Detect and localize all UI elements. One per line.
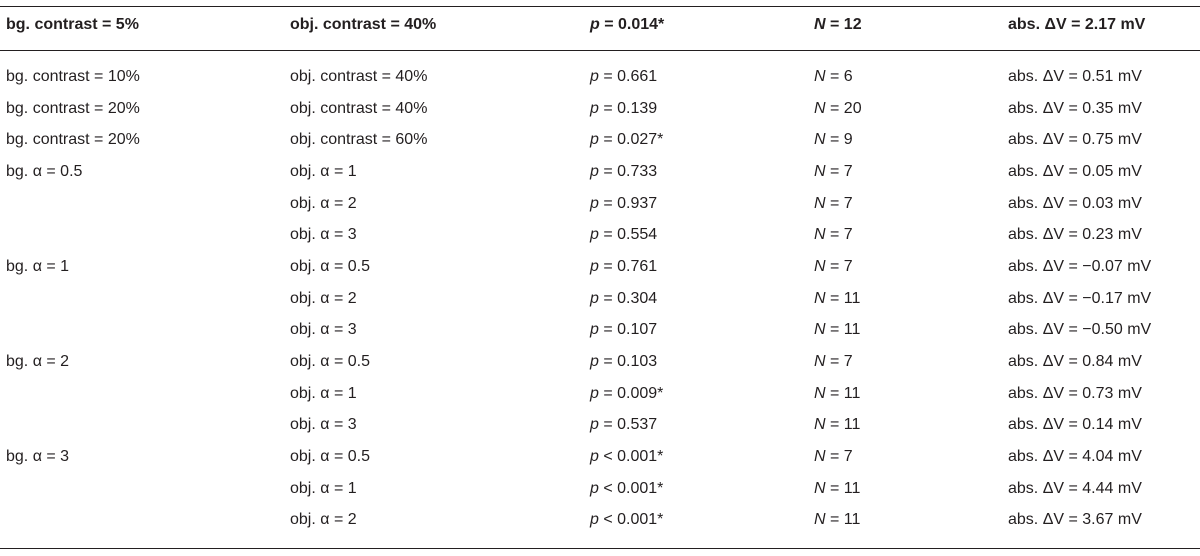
obj-condition-cell: obj. α = 3 [290,321,357,339]
p-value: = 0.103 [598,353,658,371]
table-row [0,283,1200,315]
n-cell [814,410,1008,442]
bg-condition-cell: bg. contrast = 20% [6,131,140,149]
p-value-cell [590,346,814,378]
table-row [0,61,1200,93]
delta-v-cell: abs. ΔV = 3.67 mV [1008,511,1142,529]
obj-condition-cell: obj. α = 1 [290,384,357,402]
n-value: = 20 [825,99,862,117]
p-value: = 0.554 [598,226,658,244]
n-symbol: N [814,321,826,339]
delta-v-cell: abs. ΔV = 0.23 mV [1008,226,1142,244]
p-value-cell [590,441,814,473]
p-value: < 0.001* [598,448,664,466]
table-row [0,505,1200,537]
delta-v-cell: abs. ΔV = −0.50 mV [1008,321,1152,339]
header-dv-cell: abs. ΔV = 2.17 mV [1008,16,1146,33]
table-row [0,473,1200,505]
table-header-row [0,0,1200,50]
p-value-cell [590,93,814,125]
n-value: = 6 [825,67,853,85]
p-value: < 0.001* [598,511,664,529]
p-symbol: p [590,131,599,149]
delta-v-cell: abs. ΔV = 0.73 mV [1008,384,1142,402]
n-cell [814,283,1008,315]
delta-v-cell: abs. ΔV = 4.44 mV [1008,479,1142,497]
header-p-cell [590,0,814,50]
p-value-cell [590,378,814,410]
p-value: = 0.027* [598,131,664,149]
p-value: < 0.001* [598,479,664,497]
table-bottom-rule [0,548,1200,549]
table-row [0,315,1200,347]
obj-condition-cell: obj. α = 2 [290,511,357,529]
p-value: = 0.537 [598,416,658,434]
bg-condition-cell [0,473,290,505]
n-value: = 7 [825,257,853,275]
delta-v-cell: abs. ΔV = 0.05 mV [1008,162,1142,180]
n-symbol: N [814,67,826,85]
bg-condition-cell [0,410,290,442]
obj-condition-cell: obj. α = 1 [290,162,357,180]
n-value: = 7 [825,194,853,212]
table-row [0,378,1200,410]
p-value: = 0.761 [598,257,658,275]
p-value-cell [590,188,814,220]
p-symbol: p [590,226,599,244]
obj-condition-cell: obj. α = 2 [290,289,357,307]
n-cell [814,473,1008,505]
p-value: = 0.009* [598,384,664,402]
n-value: = 7 [825,448,853,466]
obj-condition-cell: obj. α = 3 [290,416,357,434]
p-symbol: p [590,448,599,466]
table-spacer-row [0,50,1200,61]
header-n-cell [814,0,1008,50]
bg-condition-cell [0,378,290,410]
n-cell [814,441,1008,473]
n-symbol: N [814,131,826,149]
p-symbol: p [590,321,599,339]
n-symbol: N [814,162,826,180]
table-row [0,346,1200,378]
delta-v-cell: abs. ΔV = 0.14 mV [1008,416,1142,434]
p-value: = 0.733 [598,162,658,180]
bg-condition-cell: bg. α = 0.5 [6,162,83,180]
delta-v-cell: abs. ΔV = 0.03 mV [1008,194,1142,212]
obj-condition-cell: obj. α = 3 [290,226,357,244]
p-symbol: p [590,194,599,212]
obj-condition-cell: obj. α = 0.5 [290,257,370,275]
delta-v-cell: abs. ΔV = 0.75 mV [1008,131,1142,149]
n-value: = 11 [825,416,861,434]
n-cell [814,346,1008,378]
n-symbol: N [814,384,826,402]
n-value: = 11 [825,289,861,307]
n-symbol: N [814,257,826,275]
header-n-value: = 12 [825,16,862,33]
obj-condition-cell: obj. contrast = 60% [290,131,428,149]
n-symbol: N [814,353,826,371]
delta-v-cell: abs. ΔV = 4.04 mV [1008,448,1142,466]
obj-condition-cell: obj. α = 0.5 [290,448,370,466]
n-cell [814,188,1008,220]
n-symbol: N [814,511,826,529]
n-cell [814,219,1008,251]
n-symbol: N [814,289,826,307]
p-value-cell [590,156,814,188]
delta-v-cell: abs. ΔV = −0.17 mV [1008,289,1152,307]
n-cell [814,505,1008,537]
p-value: = 0.139 [598,99,658,117]
p-value: = 0.107 [598,321,658,339]
n-symbol: N [814,194,826,212]
table-row [0,410,1200,442]
p-symbol: p [590,353,599,371]
n-cell [814,124,1008,156]
bg-condition-cell [0,283,290,315]
n-symbol: N [814,479,826,497]
p-value-cell [590,315,814,347]
p-value-cell [590,283,814,315]
n-cell [814,93,1008,125]
bg-condition-cell: bg. contrast = 20% [6,99,140,117]
header-p-symbol: p [590,16,600,33]
n-cell [814,315,1008,347]
obj-condition-cell: obj. contrast = 40% [290,67,428,85]
p-value-cell [590,219,814,251]
table-row [0,124,1200,156]
p-symbol: p [590,257,599,275]
table-row [0,219,1200,251]
p-value: = 0.304 [598,289,658,307]
n-value: = 7 [825,353,853,371]
bg-condition-cell: bg. α = 1 [6,257,70,275]
n-symbol: N [814,416,826,434]
n-value: = 11 [825,511,861,529]
delta-v-cell: abs. ΔV = 0.35 mV [1008,99,1142,117]
header-n-symbol: N [814,16,826,33]
bg-condition-cell [0,505,290,537]
n-value: = 7 [825,226,853,244]
n-cell [814,61,1008,93]
p-symbol: p [590,289,599,307]
n-value: = 11 [825,321,861,339]
n-cell [814,378,1008,410]
table-row [0,156,1200,188]
p-symbol: p [590,99,599,117]
n-cell [814,156,1008,188]
bg-condition-cell [0,219,290,251]
p-symbol: p [590,384,599,402]
p-symbol: p [590,67,599,85]
n-value: = 11 [825,384,861,402]
n-symbol: N [814,448,826,466]
n-symbol: N [814,226,826,244]
n-value: = 7 [825,162,853,180]
table-row [0,251,1200,283]
delta-v-cell: abs. ΔV = 0.51 mV [1008,67,1142,85]
delta-v-cell: abs. ΔV = −0.07 mV [1008,257,1152,275]
obj-condition-cell: obj. α = 0.5 [290,353,370,371]
bg-condition-cell: bg. contrast = 10% [6,67,140,85]
p-value-cell [590,505,814,537]
bg-condition-cell [0,188,290,220]
p-symbol: p [590,479,599,497]
n-value: = 11 [825,479,861,497]
p-value-cell [590,124,814,156]
p-value-cell [590,473,814,505]
table-row [0,188,1200,220]
header-obj-cell: obj. contrast = 40% [290,16,437,33]
delta-v-cell: abs. ΔV = 0.84 mV [1008,353,1142,371]
p-value: = 0.661 [598,67,658,85]
n-cell [814,251,1008,283]
p-value-cell [590,61,814,93]
bg-condition-cell: bg. α = 3 [6,448,70,466]
table-row [0,93,1200,125]
bg-condition-cell: bg. α = 2 [6,353,70,371]
table-row [0,441,1200,473]
p-symbol: p [590,416,599,434]
obj-condition-cell: obj. contrast = 40% [290,99,428,117]
header-p-value: = 0.014* [599,16,665,33]
n-symbol: N [814,99,826,117]
n-value: = 9 [825,131,853,149]
header-bg-cell: bg. contrast = 5% [6,16,139,33]
bg-condition-cell [0,315,290,347]
p-value: = 0.937 [598,194,658,212]
obj-condition-cell: obj. α = 2 [290,194,357,212]
p-symbol: p [590,162,599,180]
obj-condition-cell: obj. α = 1 [290,479,357,497]
p-value-cell [590,251,814,283]
p-value-cell [590,410,814,442]
p-symbol: p [590,511,599,529]
